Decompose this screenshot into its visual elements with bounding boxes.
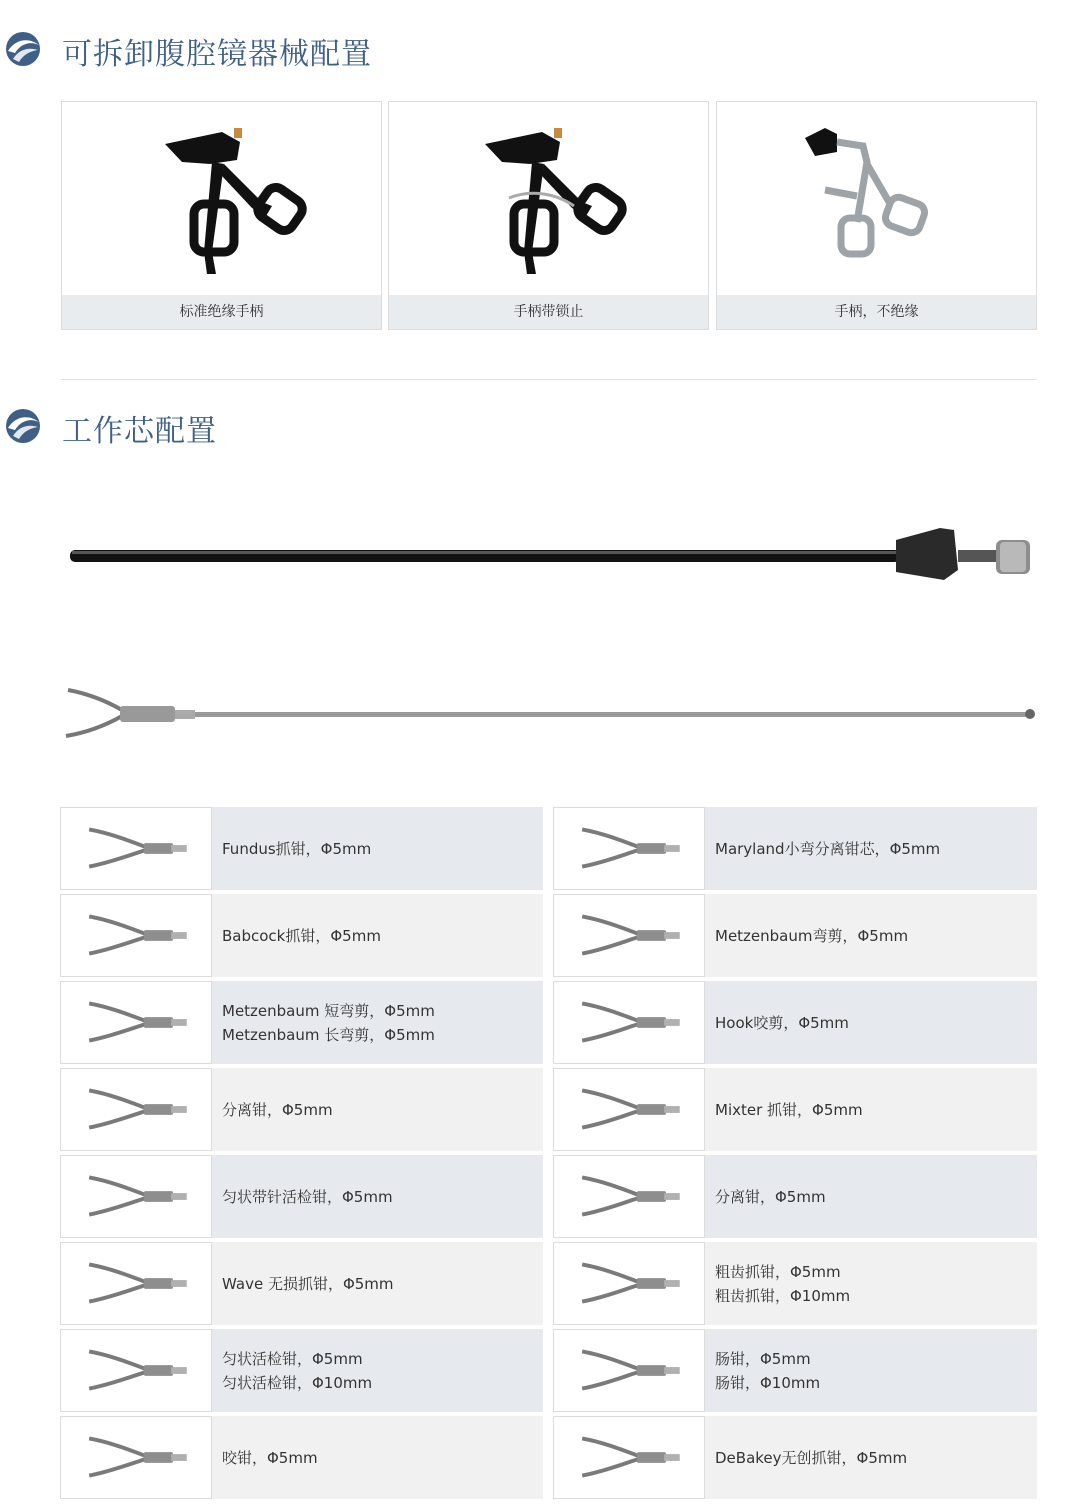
handle-caption: 手柄带锁止 bbox=[389, 295, 708, 329]
tool-description bbox=[212, 1242, 543, 1325]
tool-thumbnail bbox=[553, 807, 705, 890]
tool-label: 粗齿抓钳，Φ5mm bbox=[715, 1262, 841, 1281]
tool-description bbox=[212, 981, 543, 1064]
tool-row bbox=[60, 1068, 543, 1151]
tool-row bbox=[553, 807, 1037, 890]
fine-dissector-icon bbox=[554, 1156, 704, 1237]
hook-scissors-icon bbox=[554, 982, 704, 1063]
tool-row bbox=[553, 1329, 1037, 1412]
tool-row bbox=[553, 1068, 1037, 1151]
brand-logo-icon bbox=[5, 31, 41, 67]
tool-label: Metzenbaum弯剪，Φ5mm bbox=[715, 926, 909, 945]
tool-description bbox=[705, 1329, 1037, 1412]
coarse-tooth-grasper-icon bbox=[554, 1243, 704, 1324]
tool-label: 粗齿抓钳，Φ10mm bbox=[715, 1286, 851, 1305]
tool-description bbox=[212, 1416, 543, 1499]
tool-thumbnail bbox=[553, 981, 705, 1064]
mixter-grasper-icon bbox=[554, 1069, 704, 1150]
locking-handle-icon bbox=[389, 102, 710, 296]
tool-label: 分离钳，Φ5mm bbox=[715, 1187, 826, 1206]
tool-thumbnail bbox=[553, 1155, 705, 1238]
tool-row bbox=[553, 981, 1037, 1064]
tool-thumbnail bbox=[60, 981, 212, 1064]
section-title-handles: 可拆卸腹腔镜器械配置 bbox=[62, 37, 372, 72]
tool-thumbnail bbox=[60, 1329, 212, 1412]
working-insert-icon bbox=[60, 680, 1045, 750]
tool-description bbox=[705, 807, 1037, 890]
metzenbaum-scissors-icon bbox=[61, 982, 211, 1063]
fundus-grasper-icon bbox=[61, 808, 211, 889]
tool-description bbox=[705, 1416, 1037, 1499]
brand-logo-icon bbox=[5, 408, 41, 444]
tool-description bbox=[212, 1329, 543, 1412]
biopsy-forceps-needle-icon bbox=[61, 1156, 211, 1237]
tool-row bbox=[553, 894, 1037, 977]
tool-label: 匀状活检钳，Φ5mm bbox=[222, 1349, 363, 1368]
tool-label: Hook咬剪，Φ5mm bbox=[715, 1013, 849, 1032]
tool-thumbnail bbox=[60, 894, 212, 977]
tool-thumbnail bbox=[553, 1329, 705, 1412]
insulated-handle-icon bbox=[62, 102, 383, 296]
tool-thumbnail bbox=[553, 1068, 705, 1151]
tool-label: 肠钳，Φ5mm bbox=[715, 1349, 811, 1368]
tool-thumbnail bbox=[553, 1242, 705, 1325]
tool-thumbnail bbox=[553, 1416, 705, 1499]
tool-label: Maryland小弯分离钳芯，Φ5mm bbox=[715, 839, 941, 858]
dissector-icon bbox=[61, 1069, 211, 1150]
wave-grasper-icon bbox=[61, 1243, 211, 1324]
tool-description bbox=[705, 1242, 1037, 1325]
handle-caption: 标准绝缘手柄 bbox=[62, 295, 381, 329]
tool-thumbnail bbox=[60, 807, 212, 890]
tool-label: Wave 无损抓钳，Φ5mm bbox=[222, 1274, 394, 1293]
bowel-grasper-icon bbox=[554, 1330, 704, 1411]
tool-thumbnail bbox=[60, 1068, 212, 1151]
maryland-dissector-icon bbox=[554, 808, 704, 889]
tool-thumbnail bbox=[60, 1242, 212, 1325]
tool-description bbox=[705, 894, 1037, 977]
tool-description bbox=[212, 894, 543, 977]
handle-card bbox=[61, 101, 382, 330]
handle-caption: 手柄，不绝缘 bbox=[717, 295, 1036, 329]
tool-label: 咬钳，Φ5mm bbox=[222, 1448, 318, 1467]
tool-description bbox=[212, 1068, 543, 1151]
biopsy-forceps-icon bbox=[61, 1330, 211, 1411]
tool-label: Mixter 抓钳，Φ5mm bbox=[715, 1100, 863, 1119]
tool-description bbox=[705, 981, 1037, 1064]
tool-label: Metzenbaum 长弯剪，Φ5mm bbox=[222, 1025, 435, 1044]
tool-label: 肠钳，Φ10mm bbox=[715, 1373, 821, 1392]
section-title-working-inserts: 工作芯配置 bbox=[62, 414, 217, 449]
debakey-grasper-icon bbox=[554, 1417, 704, 1498]
handle-card bbox=[716, 101, 1037, 330]
metzenbaum-curved-scissors-icon bbox=[554, 895, 704, 976]
tool-thumbnail bbox=[60, 1155, 212, 1238]
tool-label: DeBakey无创抓钳，Φ5mm bbox=[715, 1448, 908, 1467]
tool-label: Metzenbaum 短弯剪，Φ5mm bbox=[222, 1001, 435, 1020]
tool-description bbox=[705, 1068, 1037, 1151]
tool-description bbox=[212, 807, 543, 890]
tool-description bbox=[705, 1155, 1037, 1238]
tool-row bbox=[60, 1329, 543, 1412]
tool-row bbox=[553, 1242, 1037, 1325]
tool-label: 分离钳，Φ5mm bbox=[222, 1100, 333, 1119]
tool-row bbox=[60, 981, 543, 1064]
handle-card bbox=[388, 101, 709, 330]
tool-thumbnail bbox=[60, 1416, 212, 1499]
punch-forceps-icon bbox=[61, 1417, 211, 1498]
tool-row bbox=[553, 1416, 1037, 1499]
tool-row bbox=[553, 1155, 1037, 1238]
outer-tube-icon bbox=[60, 520, 1045, 590]
tool-row bbox=[60, 894, 543, 977]
tool-description bbox=[212, 1155, 543, 1238]
tool-label: 匀状活检钳，Φ10mm bbox=[222, 1373, 373, 1392]
tool-label: 匀状带针活检钳，Φ5mm bbox=[222, 1187, 393, 1206]
tool-label: Fundus抓钳，Φ5mm bbox=[222, 839, 372, 858]
section-divider bbox=[61, 379, 1037, 380]
tool-row bbox=[60, 807, 543, 890]
non-insulated-handle-icon bbox=[717, 102, 1038, 296]
tool-label: Babcock抓钳，Φ5mm bbox=[222, 926, 381, 945]
babcock-grasper-icon bbox=[61, 895, 211, 976]
tool-row bbox=[60, 1416, 543, 1499]
tool-row bbox=[60, 1242, 543, 1325]
tool-row bbox=[60, 1155, 543, 1238]
tool-thumbnail bbox=[553, 894, 705, 977]
